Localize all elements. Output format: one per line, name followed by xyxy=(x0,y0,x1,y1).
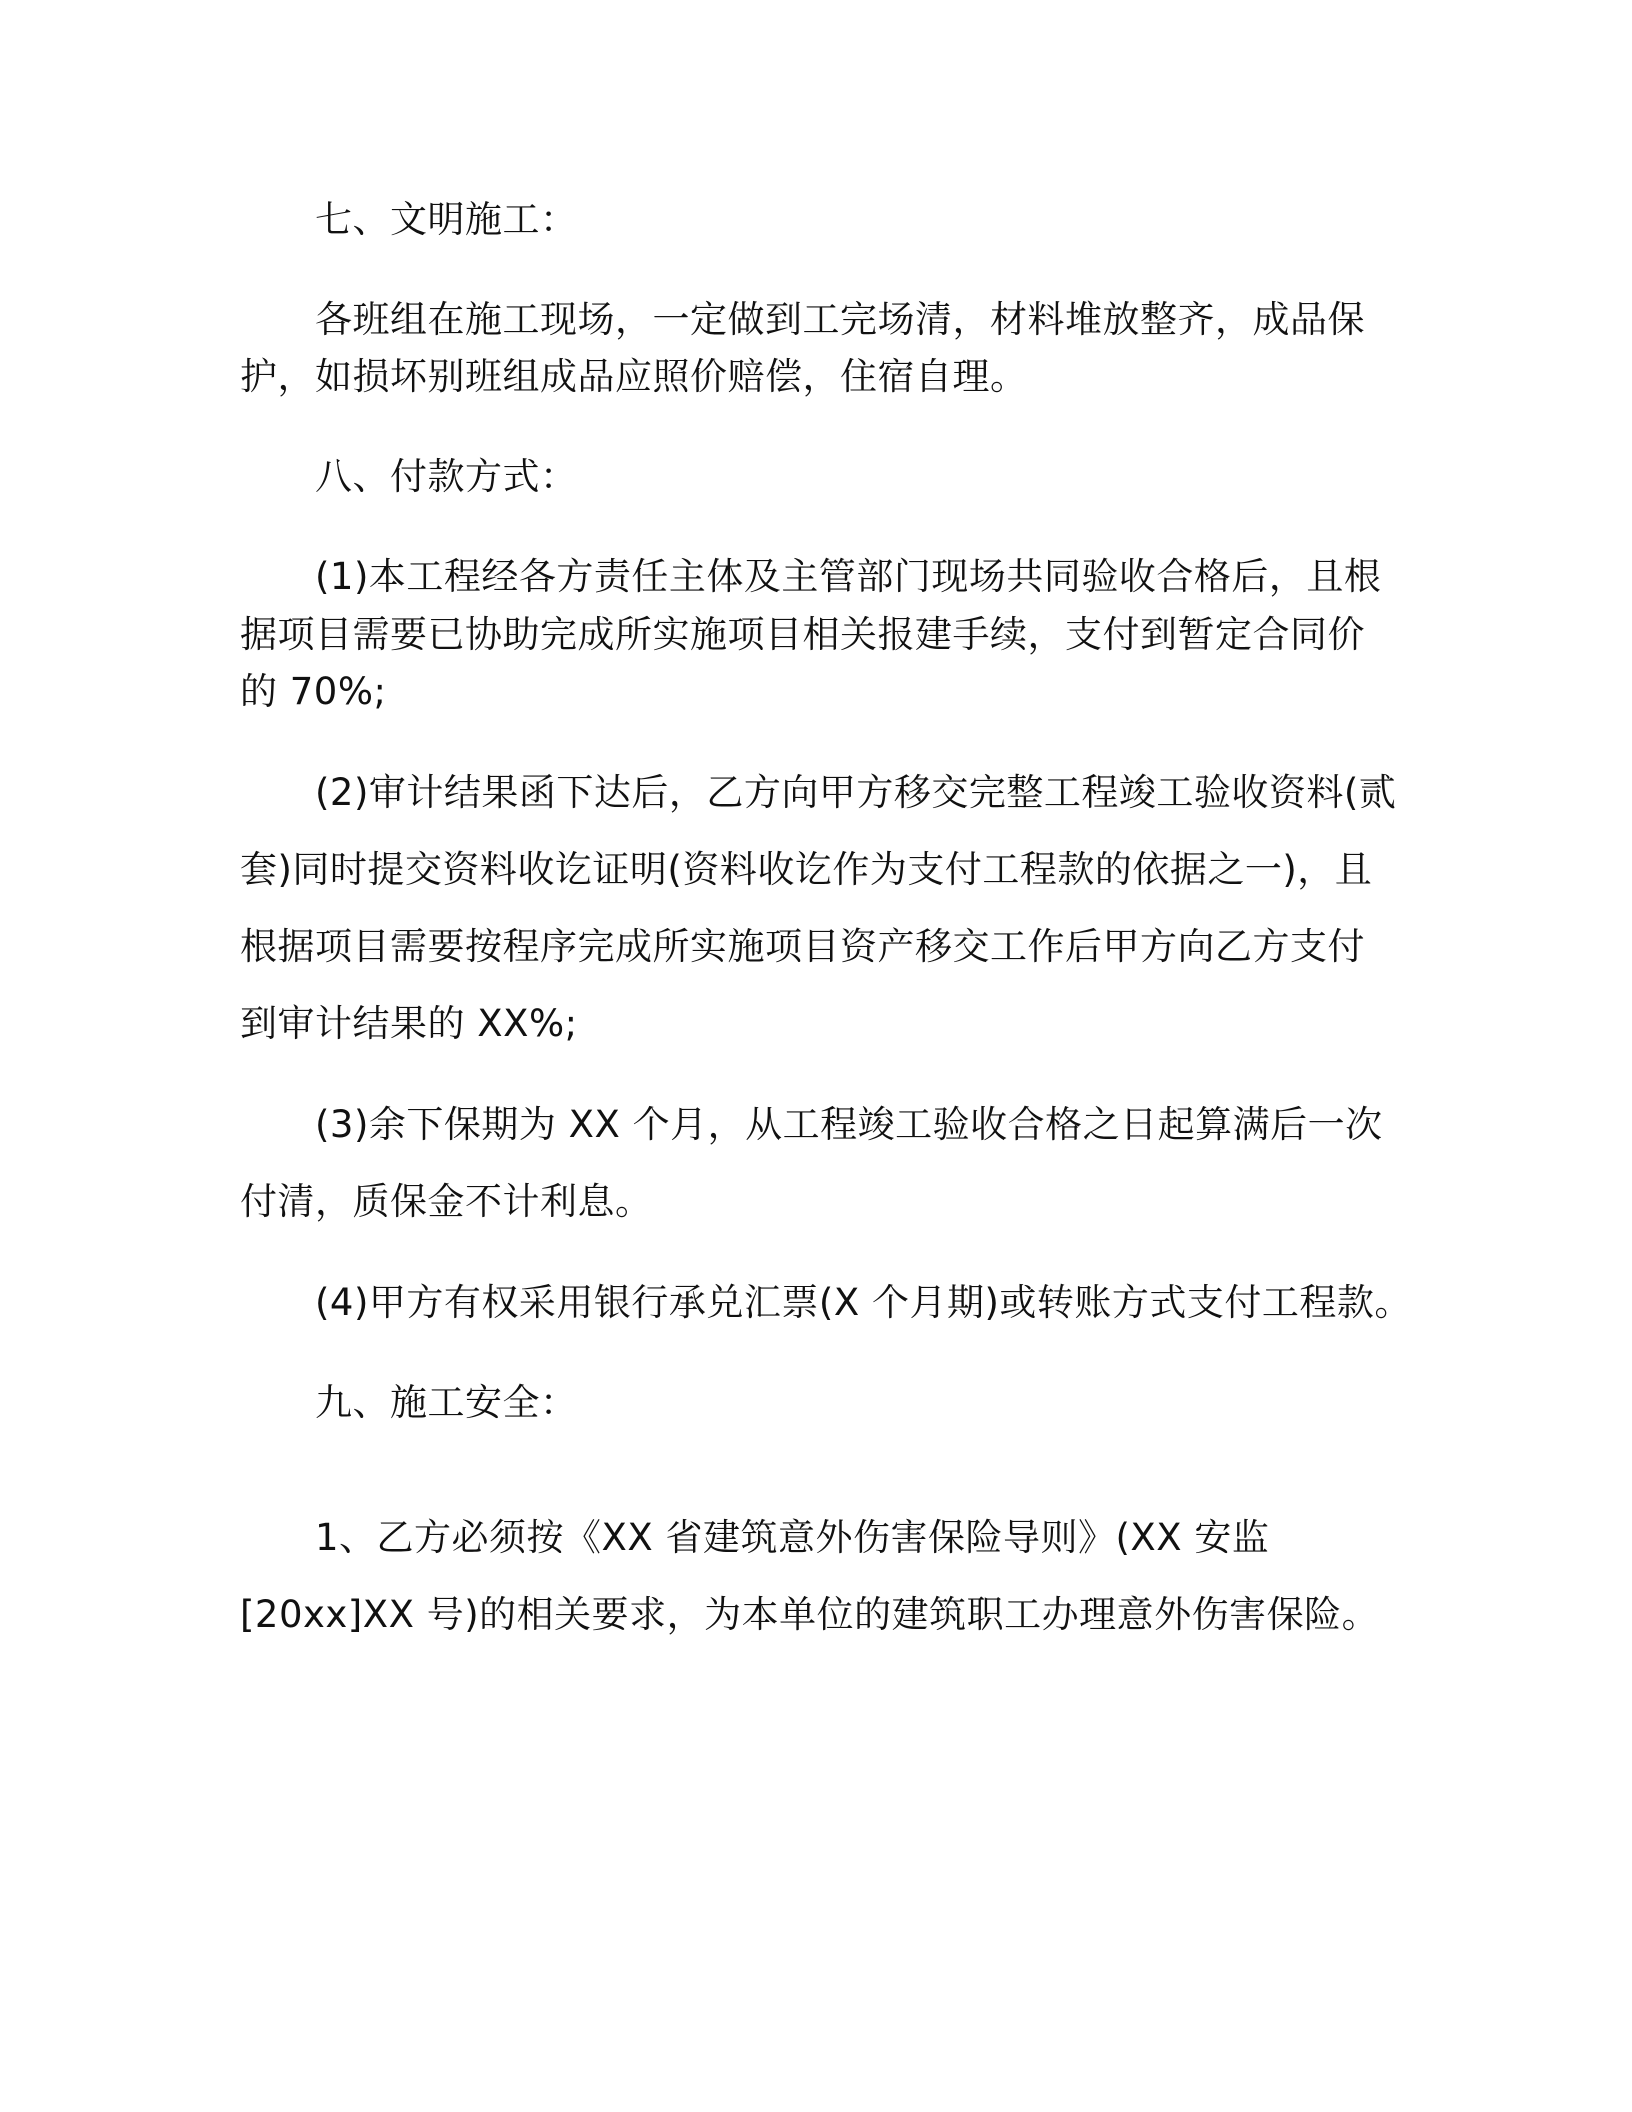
paragraph-line: 各班组在施工现场，一定做到工完场清，材料堆放整齐，成品保 xyxy=(315,298,1365,341)
paragraph-line: 的 70%; xyxy=(240,670,387,713)
paragraph-line: 1、乙方必须按《XX 省建筑意外伤害保险导则》(XX 安监 xyxy=(315,1516,1270,1559)
section-heading-construction-safety: 九、施工安全： xyxy=(315,1381,578,1424)
paragraph-line: 套)同时提交资料收讫证明(资料收讫作为支付工程款的依据之一)，且 xyxy=(240,848,1373,891)
paragraph-line: 付清，质保金不计利息。 xyxy=(240,1180,653,1223)
section-heading-civilized-construction: 七、文明施工： xyxy=(315,198,578,241)
paragraph-line: (1)本工程经各方责任主体及主管部门现场共同验收合格后，且根 xyxy=(315,555,1382,598)
section-heading-payment-method: 八、付款方式： xyxy=(315,455,578,498)
paragraph-line: (3)余下保期为 XX 个月，从工程竣工验收合格之日起算满后一次 xyxy=(315,1103,1383,1146)
paragraph-line: [20xx]XX 号)的相关要求，为本单位的建筑职工办理意外伤害保险。 xyxy=(240,1593,1380,1636)
paragraph-line: 据项目需要已协助完成所实施项目相关报建手续，支付到暂定合同价 xyxy=(240,613,1365,656)
paragraph-line: 到审计结果的 XX%; xyxy=(240,1002,578,1045)
paragraph-line: (4)甲方有权采用银行承兑汇票(X 个月期)或转账方式支付工程款。 xyxy=(315,1281,1412,1324)
paragraph-line: 根据项目需要按程序完成所实施项目资产移交工作后甲方向乙方支付 xyxy=(240,925,1365,968)
paragraph-line: 护，如损坏别班组成品应照价赔偿，住宿自理。 xyxy=(240,355,1028,398)
paragraph-line: (2)审计结果函下达后，乙方向甲方移交完整工程竣工验收资料(贰 xyxy=(315,771,1397,814)
